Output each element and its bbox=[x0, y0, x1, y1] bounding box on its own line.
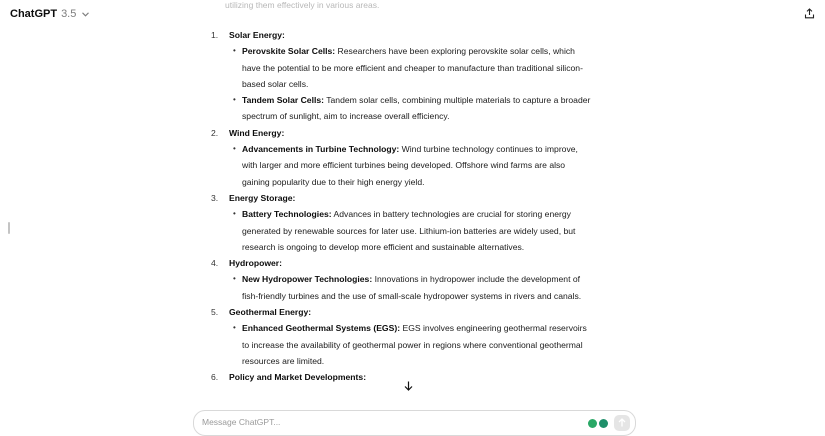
list-item bbox=[233, 320, 591, 369]
message-input[interactable] bbox=[202, 417, 562, 427]
section-title: Wind Energy: bbox=[229, 127, 285, 138]
item-text: Advances in battery technologies are crucial for storing energy generated by renewable sources for later use. Lithium-ion batteries are widely used, but research is ongoing to develop more efficient and sustainable alternatives. bbox=[242, 209, 576, 252]
list-section bbox=[211, 125, 591, 190]
item-title: Advancements in Turbine Technology: bbox=[242, 144, 400, 155]
bullet-icon: • bbox=[233, 95, 236, 105]
item-title: Perovskite Solar Cells: bbox=[242, 46, 336, 57]
item-title: Battery Technologies: bbox=[242, 209, 332, 220]
sub-list bbox=[211, 141, 591, 190]
section-number: 1. bbox=[211, 30, 219, 40]
extension-icon-1[interactable] bbox=[588, 419, 597, 428]
sub-list bbox=[211, 206, 591, 255]
section-number: 2. bbox=[211, 127, 219, 138]
section-title: Geothermal Energy: bbox=[229, 307, 312, 318]
message-composer bbox=[193, 410, 636, 436]
model-name: ChatGPT bbox=[10, 8, 58, 20]
item-text: Innovations in hydropower include the development of fish-friendly turbines and the use of small-scale hydropower systems in rivers and canals. bbox=[242, 274, 582, 301]
bullet-icon: • bbox=[233, 46, 236, 56]
scroll-to-bottom-button[interactable] bbox=[401, 380, 415, 394]
bullet-icon: • bbox=[233, 274, 236, 284]
section-title: Hydropower: bbox=[229, 258, 282, 269]
item-text: Wind turbine technology continues to improve, with larger and more efficient turbines being developed. Offshore wind farms are also gaining popularity due to their high energy yield. bbox=[242, 144, 578, 187]
section-number: 4. bbox=[211, 258, 219, 269]
section-number: 3. bbox=[211, 192, 219, 203]
bullet-icon: • bbox=[233, 144, 236, 154]
list-section bbox=[211, 255, 591, 304]
sub-list bbox=[211, 271, 591, 304]
list-section bbox=[211, 27, 591, 125]
arrow-up-icon bbox=[618, 414, 626, 432]
section-number: 6. bbox=[211, 372, 219, 383]
model-version: 3.5 bbox=[61, 8, 77, 20]
list-item bbox=[233, 92, 591, 125]
list-section bbox=[211, 190, 591, 255]
list-section bbox=[211, 304, 591, 369]
assistant-message-list bbox=[211, 27, 591, 386]
list-item bbox=[233, 141, 591, 190]
sub-list bbox=[211, 320, 591, 369]
section-title: Solar Energy: bbox=[229, 30, 285, 40]
list-item bbox=[233, 271, 591, 304]
bullet-icon: • bbox=[233, 209, 236, 219]
item-title: Tandem Solar Cells: bbox=[242, 95, 324, 106]
bullet-icon: • bbox=[233, 323, 236, 333]
list-item bbox=[233, 43, 591, 92]
item-text: EGS involves engineering geothermal reservoirs to increase the availability of geothermal power in regions where conventional geothermal resources are limited. bbox=[242, 323, 587, 366]
faded-previous-text: utilizing them effectively in various areas. bbox=[225, 0, 380, 10]
section-title: Energy Storage: bbox=[229, 192, 296, 203]
arrow-down-icon bbox=[404, 378, 413, 396]
extension-icon-2[interactable] bbox=[599, 419, 608, 428]
item-title: New Hydropower Technologies: bbox=[242, 274, 373, 285]
item-text: Researchers have been exploring perovskite solar cells, which have the potential to be more efficient and cheaper to manufacture than traditional silicon-based solar cells. bbox=[242, 46, 583, 89]
send-button[interactable] bbox=[614, 415, 630, 431]
sub-list bbox=[211, 43, 591, 124]
list-item bbox=[233, 206, 591, 255]
section-title: Policy and Market Developments: bbox=[229, 372, 367, 383]
section-number: 5. bbox=[211, 307, 219, 318]
item-text: Tandem solar cells, combining multiple materials to capture a broader spectrum of sunlight, aim to increase overall efficiency. bbox=[242, 95, 591, 122]
item-title: Enhanced Geothermal Systems (EGS): bbox=[242, 323, 401, 334]
